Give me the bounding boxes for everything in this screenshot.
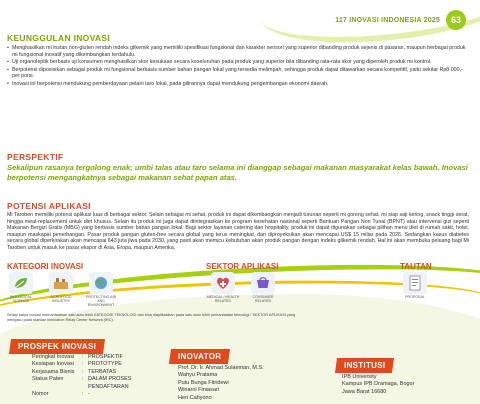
page-header bbox=[335, 10, 466, 30]
footnote: Setiap karya inovasi memanfaatkan satu atau lebih KATEGORI TEKNOLOGI dan bisa diaplikasikan pada satu atau lebih pemanfaatan teknologi / SEKTOR APLIKASI yang mengacu pada standar Innovation Relay Center Network (IRC). bbox=[7, 313, 296, 322]
inovator-name: Wahyu Pratama bbox=[178, 372, 218, 379]
biological-science-icon bbox=[9, 272, 33, 294]
agrofood-industry-icon bbox=[49, 272, 73, 294]
inovator-name: Heri Cahyono bbox=[178, 394, 212, 401]
tautan-title: TAUTAN bbox=[400, 262, 432, 271]
page-number-badge: 63 bbox=[446, 10, 466, 30]
sektor-medical: MEDICAL / HEALTH RELATED bbox=[206, 272, 240, 303]
kategori-environment: PROTECTING AIR AND ENVIRONMENT bbox=[84, 272, 118, 308]
institusi-line: Jawa Barat 16680 bbox=[342, 388, 387, 395]
kategori-title: KATEGORI INOVASI bbox=[7, 262, 84, 271]
institusi-ribbon: INSTITUSI bbox=[335, 358, 394, 373]
institusi-list bbox=[342, 374, 414, 396]
kategori-icons bbox=[4, 272, 118, 308]
proposal-icon[interactable] bbox=[403, 272, 427, 294]
tautan-icons bbox=[398, 272, 432, 299]
inovator-list bbox=[178, 365, 264, 402]
sektor-title: SEKTOR APLIKASI bbox=[206, 262, 279, 271]
sektor-consumer: CONSUMER RELATED bbox=[246, 272, 280, 303]
kategori-biological: BIOLOGICAL SCIENCE bbox=[4, 272, 38, 308]
keunggulan-item: • Berpotensi diposisikan sebagai produk mi fungsional berbasis sumber bahan pangan lokal yang tersedia melimpah, sehingga produk dapat ditawarkan secara kompetitif, yaitu sekitar Rp8.000,- per porsi. bbox=[7, 67, 469, 80]
kategori-agrofood: AGROFOOD INDUSTRY bbox=[44, 272, 78, 308]
prospek-table bbox=[30, 354, 134, 398]
inovator-ribbon: INOVATOR bbox=[169, 349, 230, 364]
perspektif-title: PERSPEKTIF bbox=[7, 152, 64, 162]
keunggulan-title: KEUNGGULAN INOVASI bbox=[7, 33, 110, 43]
table-row: Kerjasama Bisnis : TERBATAS bbox=[32, 368, 117, 375]
consumer-related-icon bbox=[251, 272, 275, 294]
potensi-title: POTENSI APLIKASI bbox=[7, 201, 91, 211]
keunggulan-item: • Menghasilkan mi instan non-gluten rendah indeks glikemik yang memiliki spesifikasi fungsional dan karakter sensori yang superior dibanding produk sejenis di pasaran, maupun berbagai produk mi fungsional inovatif yang dikembangkan terdahulu. bbox=[7, 45, 469, 58]
keunggulan-item: • Inovasi ini berpotensi mendukung pemberdayaan petani taro lokal, pada gilirannya dapat mendukung pengembangan ekonomi daerah. bbox=[7, 81, 469, 88]
table-row: Status Paten : DALAM PROSES PENDAFTARAN bbox=[32, 376, 132, 390]
table-row: Peringkat Inovasi : PROSPEKTIF bbox=[32, 354, 123, 360]
book-title: 117 INOVASI INDONESIA 2025 bbox=[335, 16, 440, 24]
inovator-name: Prof. Dr. Ir. Ahmad Sulaeman, M.S. bbox=[178, 365, 264, 371]
prospek-ribbon: PROSPEK INOVASI bbox=[9, 339, 105, 354]
inovator-name: Putu Bunga Fitridewi bbox=[178, 379, 229, 386]
institusi-line: IPB University bbox=[342, 374, 377, 380]
environment-protection-icon bbox=[89, 272, 113, 294]
table-row: Nomor : - bbox=[32, 391, 90, 398]
perspektif-text: Sekalipun rasanya tergolong enak; umbi talas atau taro selama ini dianggap sebagai makanan masyarakat kelas bawah. Inovasi berpotensi mengangkatnya sebagai makanan sehat papan atas. bbox=[7, 163, 468, 182]
keunggulan-item: • Uji organoleptik berbasis uji konsumen menghasilkan skor kesukaan secara keseluruhan pada produk yang superior bila dibanding rata-rata skor yang diperoleh produk mi kontrol. bbox=[7, 59, 469, 66]
sektor-icons bbox=[206, 272, 280, 303]
tautan-proposal[interactable]: PROPOSAL bbox=[398, 272, 432, 299]
institusi-line: Kampus IPB Dramaga, Bogor bbox=[342, 381, 415, 388]
table-row: Kesiapan Inovasi : PROTOTYPE bbox=[32, 361, 122, 368]
keunggulan-list bbox=[7, 45, 469, 89]
potensi-text: Mi Taroben memiliki potensi aplikasi luas di berbagai sektor. Selain sebagai mi sehat, produk ini dapat dikembangkan menjadi turunan seperti mi goreng sehat, mi siap saji kering, snack tinggi serat, hingga meal-replacement untuk diet khusus. Selain itu produk ini juga dapat diintegrasikan ke program kesehatan nasional seperti Bantuan Pangan Non Tunai (BPNT) atau intervensi gizi seperti Makanan Bergizi Gratis (MBG) yang berbasis sumber bahan pangan lokal. Bagi sektor layanan catering dan hospitality, produk ini dapat digunakan sebagai pilihan menu diet di rumah sakit, hotel, maupun maskapai penerbangan. Pasar produk pangan gluten-free secara global yang terus meningkat, dan diproyeksikan akan mencapai US$ 15 miliar pada 2026. Sedangkan kasus diabetes secara global diperkirakan akan mencapai 643 juta jiwa pada 2030, yang pasti akan memicu kebutuhan akan produk pangan dengan indeks glikemik rendah. Hal ini akan membuka peluang bagi Mi Taroben untuk masuk ke pasar ekspor di Asia, Eropa, maupun Amerika. bbox=[7, 212, 469, 251]
medical-health-icon bbox=[211, 272, 235, 294]
inovator-name: Winarni Finiasari bbox=[178, 387, 219, 394]
